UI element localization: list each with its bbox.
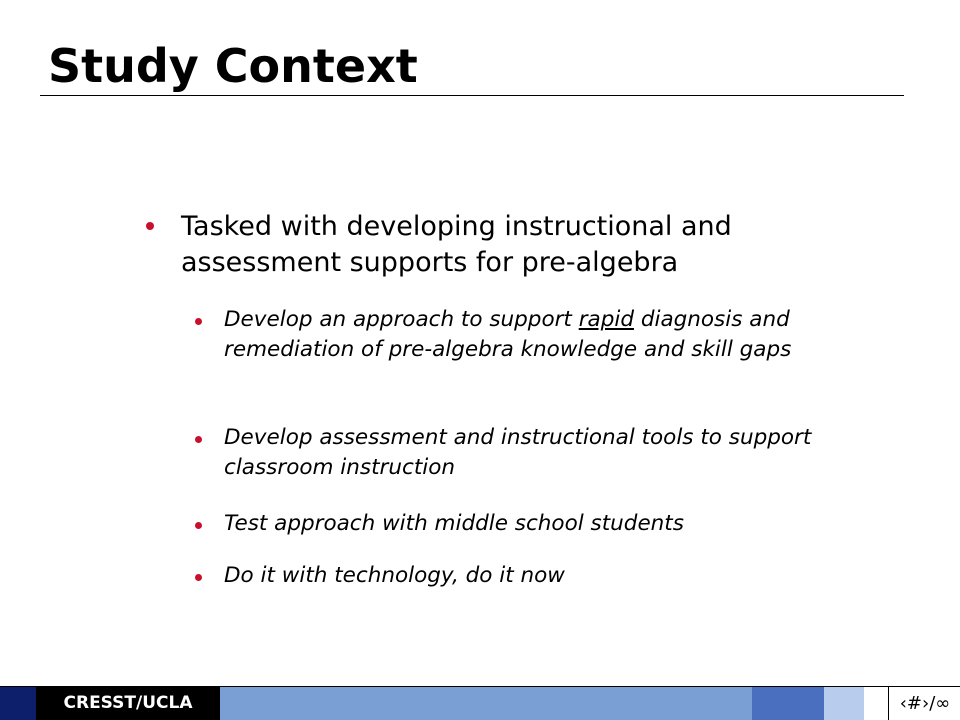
page-number: ‹#›/∞ [888,687,960,720]
bullet-dot-icon [195,318,202,325]
footer-navy-block [0,687,36,720]
bullet-dot-icon [146,222,154,230]
bullet-dot-icon [195,522,202,529]
slide-title: Study Context [48,39,418,93]
sub-bullet-1-text-a: Develop an approach to support [224,307,579,332]
sub-bullet-4: Do it with technology, do it now [224,563,565,588]
footer-white-block [864,687,888,720]
sub-bullet-1-text-b: diagnosis and remediation of pre-algebra knowledge and skill gaps [224,307,792,362]
bullet-dot-icon [195,436,202,443]
sub-bullet-1 [224,305,864,365]
bullet-dot-icon [195,574,202,581]
sub-bullet-2: Develop assessment and instructional tools to support classroom instruction [224,425,812,480]
footer-org-label: CRESST/UCLA [36,687,220,720]
main-bullet-text: Tasked with developing instructional and assessment supports for pre-algebra [181,211,732,278]
footer-pale-blue-block [824,687,864,720]
sub-bullet-1-underlined: rapid [578,307,634,332]
footer-mid-blue-block [752,687,824,720]
sub-bullet-3: Test approach with middle school students [224,511,684,536]
